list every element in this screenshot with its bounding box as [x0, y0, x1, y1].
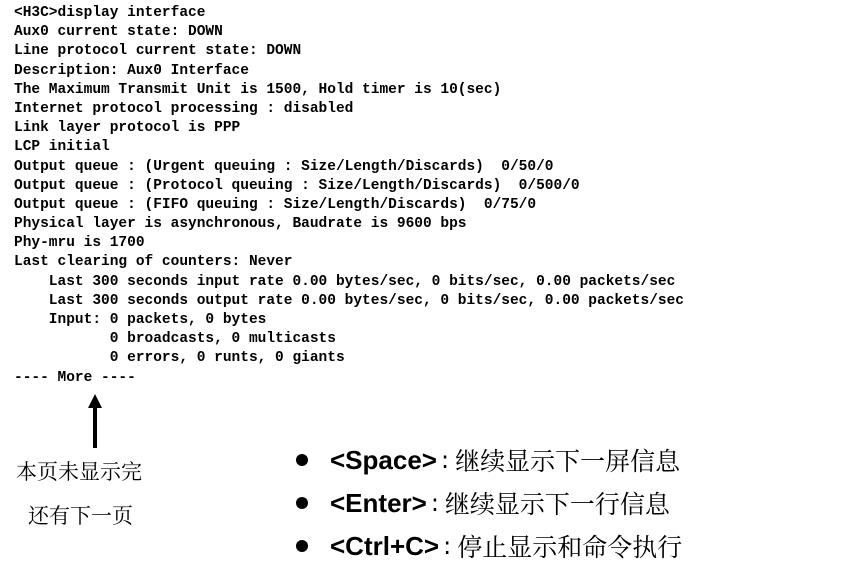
- key-description: 继续显示下一行信息: [444, 490, 670, 519]
- output-line: Internet protocol processing : disabled: [14, 100, 354, 117]
- annotation-line-2: 还有下一页: [28, 504, 133, 528]
- output-line: Last 300 seconds output rate 0.00 bytes/sec, 0 bits/sec, 0.00 packets/sec: [14, 292, 685, 309]
- annotation-line-1: 本页未显示完: [16, 460, 142, 484]
- key-name: <Enter>: [330, 487, 427, 518]
- output-line: 0 errors, 0 runts, 0 giants: [14, 350, 345, 367]
- key-item-enter: [296, 483, 682, 523]
- bullet-icon: [296, 540, 308, 552]
- output-line: The Maximum Transmit Unit is 1500, Hold timer is 10(sec): [14, 81, 502, 98]
- key-separator: :: [443, 532, 452, 560]
- output-line: Description: Aux0 Interface: [14, 62, 249, 79]
- key-item-space: [296, 440, 682, 480]
- key-description: 继续显示下一屏信息: [455, 447, 681, 476]
- key-name: <Space>: [330, 444, 437, 475]
- bullet-icon: [296, 454, 308, 466]
- up-arrow-icon: [82, 394, 108, 448]
- key-help-list: [296, 440, 682, 569]
- key-item-ctrl-c: [296, 526, 682, 566]
- command-line: <H3C>display interface: [14, 5, 206, 21]
- key-description: 停止显示和命令执行: [457, 533, 683, 562]
- key-separator: :: [440, 446, 450, 474]
- output-line: Last clearing of counters: Never: [14, 254, 293, 271]
- bullet-icon: [296, 497, 308, 509]
- key-separator: :: [430, 489, 439, 517]
- output-line: LCP initial: [14, 139, 110, 156]
- output-line: Phy-mru is 1700: [14, 235, 145, 252]
- output-line: Link layer protocol is PPP: [14, 120, 241, 137]
- more-prompt[interactable]: ---- More ----: [14, 369, 136, 386]
- output-line: Output queue : (Protocol queuing : Size/Length/Discards) 0/500/0: [14, 177, 580, 194]
- output-line: Aux0 current state: DOWN: [14, 24, 223, 41]
- output-line: Physical layer is asynchronous, Baudrate is 9600 bps: [14, 216, 467, 233]
- output-line: 0 broadcasts, 0 multicasts: [14, 331, 336, 348]
- output-line: Line protocol current state: DOWN: [14, 43, 302, 60]
- output-line: Input: 0 packets, 0 bytes: [14, 312, 267, 328]
- terminal-output: [14, 4, 834, 388]
- output-line: Output queue : (Urgent queuing : Size/Length/Discards) 0/50/0: [14, 158, 554, 175]
- output-line: Output queue : (FIFO queuing : Size/Length/Discards) 0/75/0: [14, 196, 537, 213]
- output-line: Last 300 seconds input rate 0.00 bytes/sec, 0 bits/sec, 0.00 packets/sec: [14, 273, 676, 290]
- key-name: <Ctrl+C>: [330, 530, 440, 561]
